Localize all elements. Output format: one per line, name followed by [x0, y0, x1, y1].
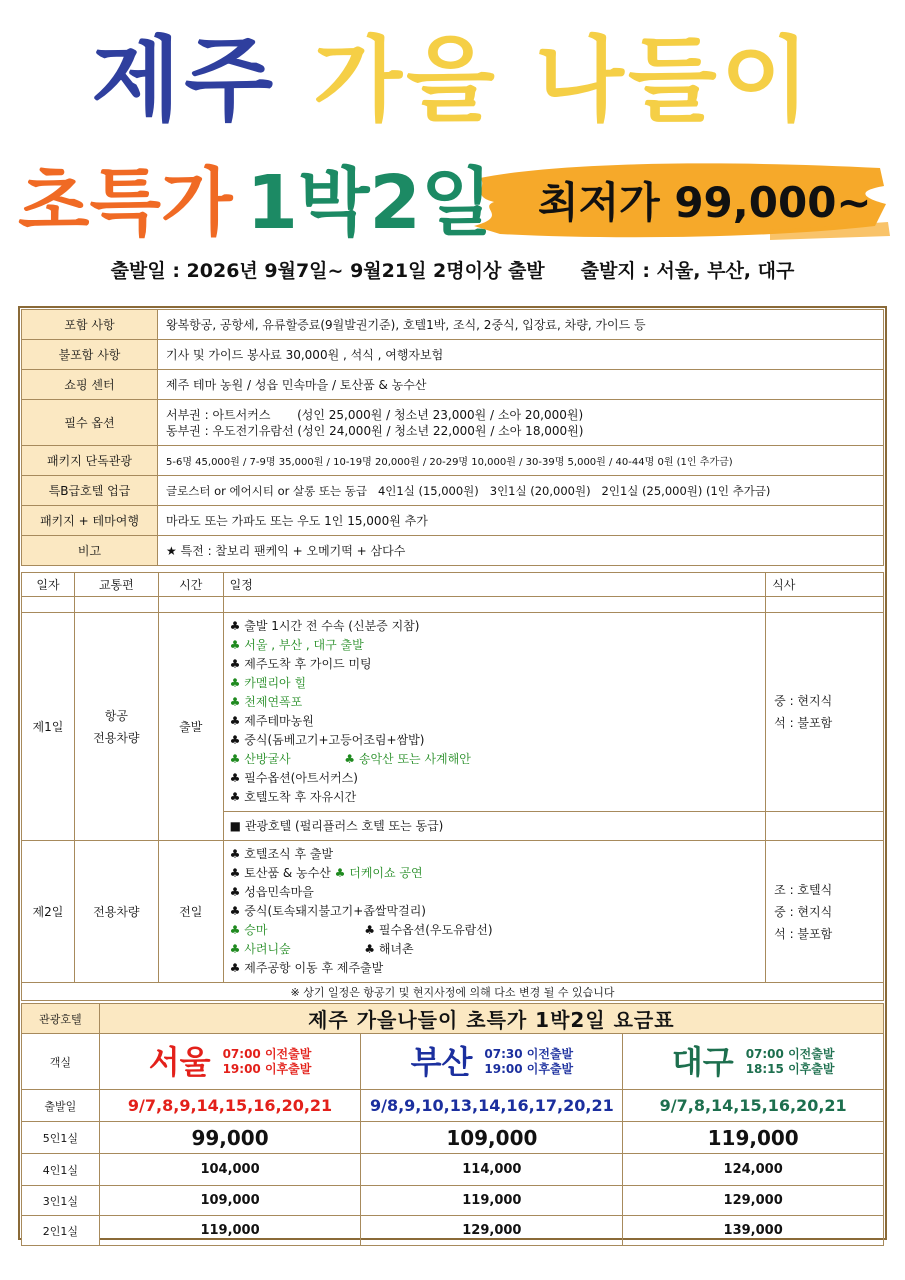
- price-busan-2: 129,000: [361, 1216, 623, 1246]
- day1-transport-bus: 전용차량: [93, 730, 140, 745]
- club-icon: ♣: [229, 942, 241, 956]
- col-time: 시간: [158, 573, 223, 597]
- departure-dates: 출발일 : 2026년 9월7일~ 9월21일 2명이상 출발: [110, 260, 545, 282]
- itinerary-item: ♣ 제주공항 이동 후 제주출발: [229, 961, 384, 975]
- info-row: [22, 446, 884, 476]
- info-table: [21, 309, 884, 566]
- club-icon: ♣: [229, 676, 241, 690]
- club-icon: ♣: [229, 961, 241, 975]
- price-busan-5: 109,000: [361, 1122, 623, 1154]
- club-icon: ♣: [229, 771, 241, 785]
- day1-transport-air: 항공: [104, 708, 128, 723]
- subtitle-special-price: 초특가: [18, 160, 233, 246]
- dates-daegu: 9/7,8,14,15,16,20,21: [623, 1090, 884, 1122]
- city-daegu: [623, 1034, 884, 1090]
- option-east: 동부권 : 우도전기유람선 (성인 24,000원 / 청소년 22,000원 / 소아 18,000원): [166, 423, 584, 438]
- info-label: 비고: [22, 536, 158, 566]
- info-value: [158, 400, 884, 446]
- price-row-5: [22, 1122, 884, 1154]
- price-daegu-4: 124,000: [623, 1154, 884, 1186]
- day2-time: 전일: [158, 841, 223, 983]
- option-west: 서부권 : 아트서커스 (성인 25,000원 / 청소년 23,000원 / 소아 20,000원): [166, 407, 584, 422]
- city-seoul: [99, 1034, 361, 1090]
- price-table: [21, 1003, 884, 1246]
- day1-itinerary: [223, 613, 765, 812]
- day2-lunch: 중 : 현지식: [774, 904, 833, 919]
- club-icon: ♣: [344, 752, 356, 766]
- club-icon: ♣: [229, 923, 241, 937]
- info-label: 필수 옵션: [22, 400, 158, 446]
- note-row: [22, 983, 884, 1001]
- price-seoul-2: 119,000: [99, 1216, 361, 1246]
- day2-breakfast: 조 : 호텔식: [774, 882, 833, 897]
- day1-hotel: ■ 관광호텔 (펄리플러스 호텔 또는 동급): [223, 812, 765, 841]
- info-value: 마라도 또는 가파도 또는 우도 1인 15,000원 추가: [158, 506, 884, 536]
- schedule-table: [21, 572, 884, 1001]
- club-icon: ♣: [229, 790, 241, 804]
- title-autumn-outing: 가을 나들이: [313, 27, 814, 134]
- row-label-4: 4인1실: [22, 1154, 100, 1186]
- club-icon: ♣: [334, 866, 346, 880]
- club-icon: ♣: [229, 752, 241, 766]
- subtitle: [18, 148, 492, 258]
- city-name: 서울: [148, 1042, 211, 1081]
- club-icon: ♣: [229, 695, 241, 709]
- itinerary-item: ♣ 제주도착 후 가이드 미팅: [229, 657, 372, 671]
- price-row-4: [22, 1154, 884, 1186]
- itinerary-item: ♣ 호텔조식 후 출발: [229, 847, 334, 861]
- price-daegu-5: 119,000: [623, 1122, 884, 1154]
- club-icon: ♣: [229, 657, 241, 671]
- city-time: 07:00 이전출발: [222, 1046, 312, 1061]
- day2-row: [22, 841, 884, 983]
- price-row-3: [22, 1186, 884, 1216]
- info-row: [22, 310, 884, 340]
- price-header: [22, 1004, 884, 1034]
- col-itinerary: 일정: [223, 573, 765, 597]
- itinerary-item: ♣ 승마 ♣ 필수옵션(우도유람선): [229, 923, 493, 937]
- city-time: 07:00 이전출발: [745, 1046, 835, 1061]
- price-seoul-3: 109,000: [99, 1186, 361, 1216]
- itinerary-item: ♣ 중식(토속돼지불고기+좁쌀막걸리): [229, 904, 426, 918]
- col-day: 일자: [22, 573, 75, 597]
- departure-cities: 출발지 : 서울, 부산, 대구: [580, 260, 795, 282]
- price-corner: 관광호텔: [22, 1004, 100, 1034]
- itinerary-item: ♣ 사려니숲 ♣ 해녀촌: [229, 942, 414, 956]
- club-icon: ♣: [229, 733, 241, 747]
- price-seoul-5: 99,000: [99, 1122, 361, 1154]
- info-row: [22, 536, 884, 566]
- info-label: 특B급호텔 업급: [22, 476, 158, 506]
- price-busan-4: 114,000: [361, 1154, 623, 1186]
- club-icon: ♣: [229, 638, 241, 652]
- city-time: 19:00 이후출발: [222, 1061, 312, 1076]
- row-label-3: 3인1실: [22, 1186, 100, 1216]
- info-value: 글로스터 or 에어시티 or 살롱 또는 동급 4인1실 (15,000원) 3인1실 (20,000원) 2인1실 (25,000원) (1인 추가금): [158, 476, 884, 506]
- city-name: 대구: [671, 1042, 734, 1081]
- info-label: 패키지 + 테마여행: [22, 506, 158, 536]
- main-title: [0, 22, 905, 140]
- day1-meals: [766, 613, 884, 812]
- day2-meals: [766, 841, 884, 983]
- info-row: [22, 476, 884, 506]
- day1-transport: [74, 613, 158, 841]
- itinerary-item: ♣ 성읍민속마을: [229, 885, 314, 899]
- lowest-price: 최저가 99,000~: [538, 178, 872, 227]
- info-row: [22, 370, 884, 400]
- club-icon: ♣: [229, 847, 241, 861]
- day1-row: [22, 613, 884, 812]
- club-icon: ♣: [229, 866, 241, 880]
- club-icon: ♣: [229, 619, 241, 633]
- city-time: 19:00 이후출발: [484, 1061, 574, 1076]
- price-busan-3: 119,000: [361, 1186, 623, 1216]
- info-label: 패키지 단독관광: [22, 446, 158, 476]
- itinerary-item: ♣ 호텔도착 후 자유시간: [229, 790, 357, 804]
- subtitle-1n2d: 1박2일: [246, 160, 493, 246]
- square-icon: ■: [229, 819, 242, 833]
- price-seoul-4: 104,000: [99, 1154, 361, 1186]
- city-busan: [361, 1034, 623, 1090]
- club-icon: ♣: [229, 885, 241, 899]
- info-value: 5-6명 45,000원 / 7-9명 35,000원 / 10-19명 20,000원 / 20-29명 10,000원 / 30-39명 5,000원 / 40-44명 0원 (1인 추가금): [158, 446, 884, 476]
- club-icon: ♣: [229, 904, 241, 918]
- price-title: 제주 가을나들이 초특가 1박2일 요금표: [99, 1004, 883, 1034]
- schedule-note: ※ 상기 일정은 항공기 및 현지사정에 의해 다소 변경 될 수 있습니다: [22, 983, 884, 1001]
- club-icon: ♣: [364, 923, 376, 937]
- info-value: 기사 및 가이드 봉사료 30,000원 , 석식 , 여행자보험: [158, 340, 884, 370]
- itinerary-item: ♣ 출발 1시간 전 수속 (신분증 지참): [229, 619, 420, 633]
- col-meal: 식사: [766, 573, 884, 597]
- day1-dinner: 석 : 불포함: [774, 716, 833, 730]
- day2-label: 제2일: [22, 841, 75, 983]
- day2-itinerary: [223, 841, 765, 983]
- info-row: [22, 400, 884, 446]
- info-label: 불포함 사항: [22, 340, 158, 370]
- info-row: [22, 340, 884, 370]
- dates-seoul: 9/7,8,9,14,15,16,20,21: [99, 1090, 361, 1122]
- itinerary-item: ♣ 카멜리아 힐: [229, 676, 307, 690]
- price-row-2: [22, 1216, 884, 1246]
- itinerary-item: ♣ 토산품 & 농수산 ♣ 더케이쇼 공연: [229, 866, 423, 880]
- info-label: 포함 사항: [22, 310, 158, 340]
- day1-lunch: 중 : 현지식: [774, 694, 833, 708]
- departure-line: [0, 256, 905, 286]
- row-label-dates: 출발일: [22, 1090, 100, 1122]
- day2-transport: 전용차량: [74, 841, 158, 983]
- price-dates-row: [22, 1090, 884, 1122]
- city-name: 부산: [410, 1042, 473, 1081]
- city-time: 07:30 이전출발: [484, 1046, 574, 1061]
- itinerary-item: ♣ 산방굴사 ♣ 송악산 또는 사계해안: [229, 752, 471, 766]
- info-value: 왕복항공, 공항세, 유류할증료(9월발권기준), 호텔1박, 조식, 2중식, 입장료, 차량, 가이드 등: [158, 310, 884, 340]
- itinerary-item: ♣ 제주테마농원: [229, 714, 314, 728]
- row-label-2: 2인1실: [22, 1216, 100, 1246]
- city-time: 18:15 이후출발: [745, 1061, 835, 1076]
- title-jeju: 제주: [91, 27, 278, 134]
- day1-label: 제1일: [22, 613, 75, 841]
- club-icon: ♣: [229, 714, 241, 728]
- itinerary-item: ♣ 필수옵션(아트서커스): [229, 771, 358, 785]
- price-city-row: [22, 1034, 884, 1090]
- col-transport: 교통편: [74, 573, 158, 597]
- price-daegu-3: 129,000: [623, 1186, 884, 1216]
- row-label-5: 5인1실: [22, 1122, 100, 1154]
- day1-time: 출발: [158, 613, 223, 841]
- day2-dinner: 석 : 불포함: [774, 926, 833, 941]
- price-daegu-2: 139,000: [623, 1216, 884, 1246]
- club-icon: ♣: [364, 942, 376, 956]
- itinerary-item: ♣ 서울 , 부산 , 대구 출발: [229, 638, 364, 652]
- info-value: 제주 테마 농원 / 성읍 민속마을 / 토산품 & 농수산: [158, 370, 884, 400]
- row-label-room: 객실: [22, 1034, 100, 1090]
- info-value: ★ 특전 : 찰보리 팬케익 + 오메기떡 + 삼다수: [158, 536, 884, 566]
- schedule-header: [22, 573, 884, 597]
- dates-busan: 9/8,9,10,13,14,16,17,20,21: [361, 1090, 623, 1122]
- itinerary-item: ♣ 중식(돔베고기+고등어조림+쌈밥): [229, 733, 425, 747]
- spacer-row: [22, 597, 884, 613]
- itinerary-item: ♣ 천제연폭포: [229, 695, 303, 709]
- info-row: [22, 506, 884, 536]
- info-label: 쇼핑 센터: [22, 370, 158, 400]
